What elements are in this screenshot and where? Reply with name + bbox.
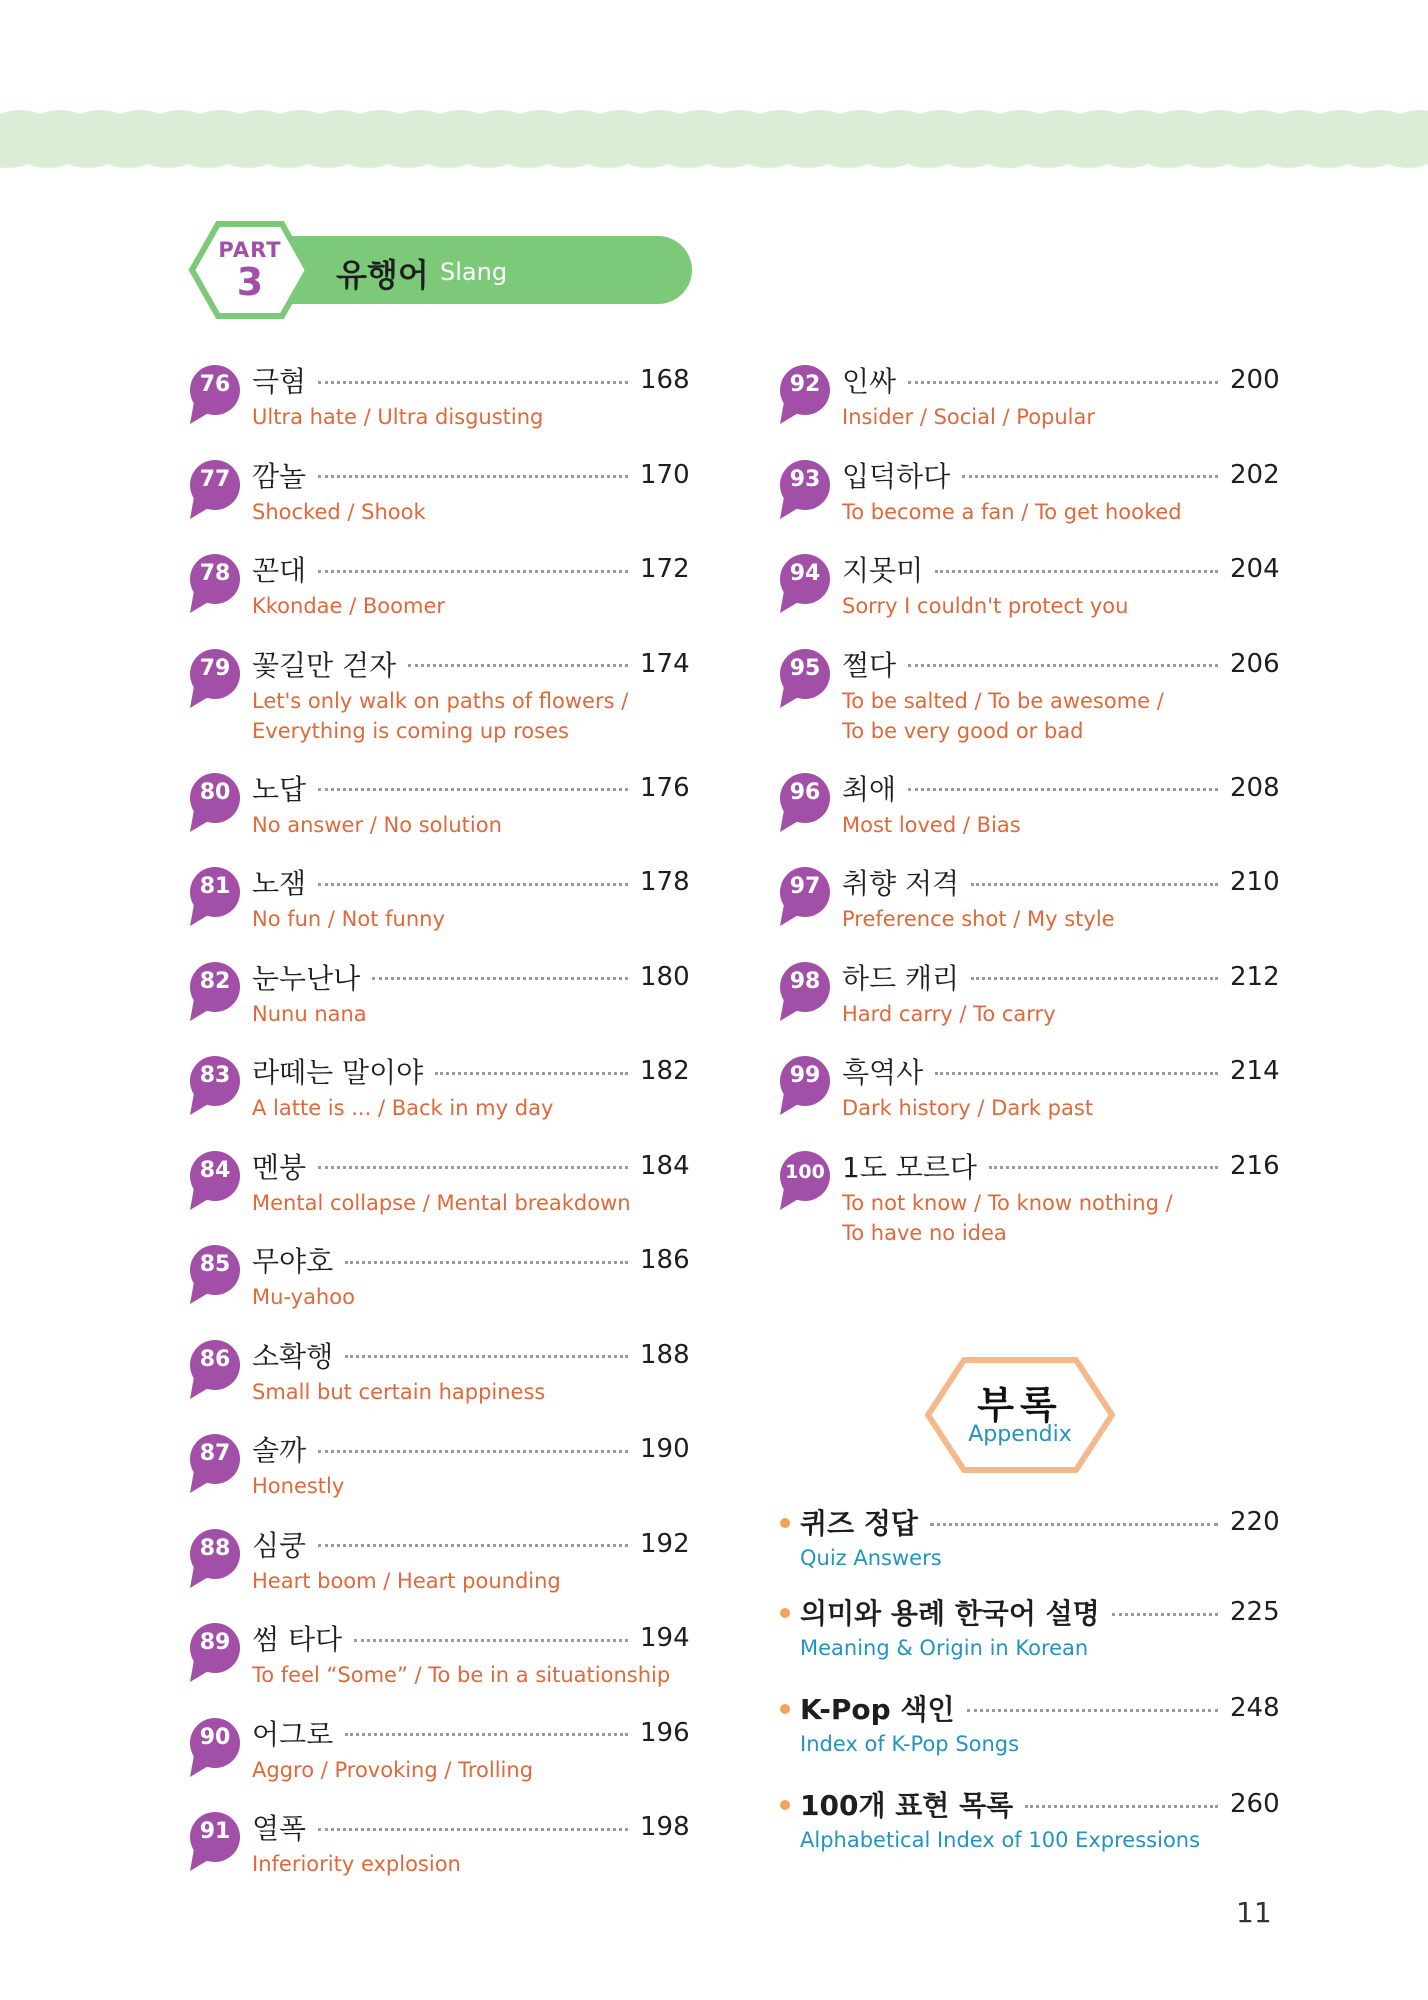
entry-heading-line [252,1146,688,1186]
entry-number: 99 [789,1063,821,1088]
entry-heading-line [252,1051,688,1091]
entry-number-badge [188,866,242,928]
entry-number-badge [188,1150,242,1212]
entry-heading-line [252,1618,688,1658]
entry-number: 89 [199,1630,231,1655]
entry-page-number: 210 [1230,867,1280,897]
entry-number-badge [778,459,832,521]
appendix-page-number: 225 [1230,1597,1280,1627]
entry-heading-line [842,957,1278,997]
entry-number: 82 [199,968,231,994]
entry-page-number: 182 [640,1056,690,1086]
entry-korean-term: 심쿵 [252,1528,307,1562]
entry-number: 97 [789,874,821,899]
entry-english-line: To have no idea [842,1220,1007,1245]
entry-english-meaning [252,686,628,746]
leader-dots [908,788,1218,791]
entry-korean-term: 무야호 [252,1245,334,1278]
entry-heading-line [842,1051,1278,1091]
entry-heading-line [252,1335,688,1375]
entry-english-line: Honestly [252,1474,345,1498]
entry-heading-line [252,455,688,495]
entry-english-line: Most loved / Bias [842,812,1021,837]
entry-number-badge [188,1433,242,1495]
leader-dots [318,1450,628,1453]
entry-page-number: 206 [1230,648,1280,679]
entry-heading-line [252,644,688,684]
entry-number-badge [778,553,832,615]
entry-page-number: 198 [640,1812,690,1842]
appendix-english-title: Alphabetical Index of 100 Expressions [800,1828,1201,1852]
entry-english-line: No fun / Not funny [252,907,445,931]
entry-number-badge [188,1622,242,1684]
leader-dots [354,1639,628,1642]
entry-english-meaning [842,402,1095,432]
entry-heading-line [252,1807,688,1847]
entry-english-line: Sorry I couldn't protect you [842,594,1129,618]
entry-heading-line [252,862,688,902]
entry-number: 80 [199,779,231,805]
entry-number-badge [188,553,242,615]
entry-heading-line [252,957,688,997]
leader-dots [971,883,1218,886]
entry-number: 83 [199,1063,231,1088]
entry-english-line: Ultra hate / Ultra disgusting [252,405,544,429]
appendix-heading-line [800,1500,1278,1544]
leader-dots [318,381,628,384]
entry-korean-term: 꼰대 [252,554,307,587]
leader-dots [935,1072,1218,1075]
entry-page-number: 200 [1230,365,1280,395]
entry-number-badge [778,772,832,834]
entry-english-meaning [842,1093,1093,1123]
appendix-english-title: Meaning & Origin in Korean [800,1636,1089,1660]
entry-page-number: 188 [640,1339,690,1370]
entry-english-meaning [252,904,445,934]
entry-english-line: Small but certain happiness [252,1379,546,1404]
entry-number: 76 [199,372,231,397]
entry-english-line: Inferiority explosion [252,1852,461,1876]
entry-number: 77 [199,466,231,492]
entry-english-line: Heart boom / Heart pounding [252,1568,561,1593]
appendix-heading-line [800,1782,1278,1826]
entry-page-number: 196 [640,1717,690,1748]
entry-page-number: 174 [640,648,690,679]
entry-page-number: 202 [1230,459,1280,490]
entry-number-badge [778,364,832,426]
entry-english-meaning [842,904,1115,934]
entry-number-badge [188,364,242,426]
entry-korean-term: 극혐 [252,365,307,398]
entry-page-number: 178 [640,867,690,897]
leader-dots [435,1072,628,1075]
entry-english-meaning [252,497,426,527]
leader-dots [345,1261,628,1264]
entry-number: 93 [789,466,821,492]
entry-korean-term: 노답 [252,772,307,806]
page-number: 11 [1236,1896,1272,1929]
entry-number: 88 [199,1535,231,1561]
entry-number-badge [188,1717,242,1779]
entry-korean-term: 어그로 [252,1717,334,1751]
entry-number: 87 [199,1441,231,1466]
entry-english-line: Shocked / Shook [252,499,426,524]
entry-korean-term: 솔까 [252,1434,307,1467]
entry-english-line: To be salted / To be awesome / [842,688,1164,713]
entry-english-line: Preference shot / My style [842,907,1115,931]
appendix-korean-title: 퀴즈 정답 [800,1507,918,1540]
entry-korean-term: 1도 모르다 [842,1150,977,1184]
entry-heading-line [252,360,688,400]
entry-english-meaning [252,1188,631,1218]
appendix-badge [924,1356,1116,1474]
entry-number: 94 [789,561,821,586]
entry-english-meaning [842,497,1182,527]
entry-english-meaning [842,810,1021,840]
appendix-heading-line [800,1590,1278,1634]
entry-page-number: 212 [1230,961,1280,992]
entry-number-badge [188,961,242,1023]
leader-dots [908,381,1218,384]
entry-page-number: 204 [1230,554,1280,584]
entry-page-number: 216 [1230,1150,1280,1181]
entry-korean-term: 흑역사 [842,1056,924,1089]
entry-english-meaning [252,1377,545,1407]
entry-number-badge [188,1055,242,1117]
entry-english-line: Nunu nana [252,1001,367,1026]
entry-english-line: Aggro / Provoking / Trolling [252,1757,534,1782]
entry-korean-term: 라떼는 말이야 [252,1056,424,1089]
entry-english-meaning [252,999,367,1029]
entry-number-badge [778,1150,832,1212]
entry-heading-line [252,768,688,808]
leader-dots [318,1828,628,1831]
appendix-korean-title: K-Pop 색인 [800,1693,955,1726]
entry-heading-line [842,455,1278,495]
leader-dots [1025,1805,1218,1808]
appendix-english-title: Quiz Answers [800,1546,942,1570]
entry-korean-term: 노잼 [252,867,307,900]
entry-page-number: 186 [640,1245,690,1275]
appendix-page-number: 220 [1230,1507,1280,1537]
entry-english-meaning [252,1849,461,1879]
entry-heading-line [842,360,1278,400]
part-number: 3 [236,260,264,304]
bullet-dot [780,1608,790,1618]
entry-number-badge [778,648,832,710]
entry-page-number: 190 [640,1434,690,1464]
entry-page-number: 208 [1230,772,1280,803]
entry-korean-term: 썸 타다 [252,1623,343,1656]
leader-dots [318,1544,628,1547]
leader-dots [408,664,628,667]
entry-number: 92 [789,372,821,397]
entry-english-meaning [252,1755,533,1785]
leader-dots [989,1166,1218,1169]
entry-page-number: 194 [640,1623,690,1653]
part-label: PART [218,238,282,262]
entry-english-meaning [252,1566,561,1596]
entry-heading-line [252,549,688,589]
entry-korean-term: 꽃길만 걷자 [252,648,397,682]
entry-number: 90 [199,1724,231,1750]
entry-number: 84 [199,1157,231,1183]
entry-english-meaning [842,1188,1173,1248]
part-header [188,220,708,320]
entry-english-meaning [252,1471,344,1501]
entry-page-number: 192 [640,1528,690,1559]
entry-number: 91 [199,1819,231,1844]
entry-english-meaning [842,591,1128,621]
entry-english-line: Everything is coming up roses [252,718,569,743]
leader-dots [318,475,628,478]
entry-heading-line [252,1429,688,1469]
entry-heading-line [842,644,1278,684]
entry-english-line: Hard carry / To carry [842,1001,1056,1026]
entry-english-meaning [252,402,543,432]
appendix-title-english: Appendix [968,1422,1072,1447]
entry-number: 95 [789,655,821,681]
entry-number-badge [778,1055,832,1117]
entry-number: 85 [199,1252,231,1277]
bullet-dot [780,1800,790,1810]
entry-english-line: Dark history / Dark past [842,1096,1094,1120]
entry-korean-term: 인싸 [842,365,897,398]
entry-number-badge [188,772,242,834]
entry-english-line: No answer / No solution [252,812,502,837]
entry-korean-term: 지못미 [842,554,924,587]
leader-dots [971,977,1218,980]
entry-number: 86 [199,1346,231,1372]
leader-dots [345,1355,628,1358]
entry-number: 98 [789,968,821,994]
entry-heading-line [252,1713,688,1753]
entry-page-number: 176 [640,772,690,803]
leader-dots [967,1709,1218,1712]
entry-korean-term: 취향 저격 [842,867,960,900]
entry-korean-term: 열폭 [252,1812,307,1845]
appendix-page-number: 248 [1230,1693,1280,1723]
bullet-dot [780,1518,790,1528]
appendix-korean-title: 100개 표현 목록 [800,1789,1014,1822]
entry-korean-term: 쩔다 [842,648,897,682]
leader-dots [908,664,1218,667]
leader-dots [318,1166,628,1169]
entry-number: 100 [785,1160,825,1183]
entry-heading-line [252,1240,688,1280]
entry-number-badge [188,459,242,521]
entry-number-badge [188,1811,242,1873]
entry-page-number: 168 [640,365,690,395]
leader-dots [962,475,1218,478]
entry-english-meaning [252,1093,553,1123]
entry-korean-term: 입덕하다 [842,459,951,493]
leader-dots [935,570,1218,573]
entry-english-line: To be very good or bad [842,718,1084,743]
entry-english-line: To become a fan / To get hooked [842,499,1182,524]
leader-dots [345,1733,628,1736]
entry-heading-line [842,1146,1278,1186]
entry-heading-line [842,549,1278,589]
entry-heading-line [252,1524,688,1564]
entry-english-line: To feel “Some” / To be in a situationship [252,1663,671,1687]
entry-english-line: A latte is ... / Back in my day [252,1096,554,1120]
entry-number-badge [188,1244,242,1306]
appendix-heading-line [800,1686,1278,1730]
entry-number-badge [188,1528,242,1590]
entry-english-meaning [252,810,502,840]
entry-page-number: 172 [640,554,690,584]
part-title-english: Slang [440,258,508,286]
entry-korean-term: 깜놀 [252,459,307,493]
entry-english-line: To not know / To know nothing / [842,1190,1173,1215]
entry-number-badge [778,866,832,928]
entry-number-badge [188,648,242,710]
entry-english-line: Insider / Social / Popular [842,405,1096,429]
entry-heading-line [842,862,1278,902]
entry-english-line: Kkondae / Boomer [252,594,445,618]
entry-english-meaning [252,1660,670,1690]
entry-page-number: 184 [640,1150,690,1181]
entry-english-line: Mu-yahoo [252,1285,355,1309]
leader-dots [318,883,628,886]
bullet-dot [780,1704,790,1714]
entry-heading-line [842,768,1278,808]
entry-korean-term: 눈누난나 [252,961,361,995]
entry-page-number: 170 [640,459,690,490]
entry-korean-term: 하드 캐리 [842,961,960,995]
entry-number: 96 [789,779,821,805]
entry-korean-term: 멘붕 [252,1150,307,1184]
appendix-title-korean: 부록 [977,1383,1063,1427]
appendix-english-title: Index of K-Pop Songs [800,1732,1020,1756]
leader-dots [318,570,628,573]
part-title-korean: 유행어 [336,256,429,294]
leader-dots [930,1523,1218,1526]
entry-number: 79 [199,655,231,681]
entry-page-number: 180 [640,961,690,992]
appendix-korean-title: 의미와 용례 한국어 설명 [800,1597,1100,1630]
leader-dots [1112,1613,1218,1616]
entry-number: 81 [199,874,231,899]
entry-english-meaning [842,686,1164,746]
entry-number: 78 [199,561,231,586]
appendix-page-number: 260 [1230,1789,1280,1819]
entry-english-meaning [252,1282,355,1312]
entry-english-line: Let's only walk on paths of flowers / [252,688,629,713]
entry-number-badge [188,1339,242,1401]
entry-english-meaning [842,999,1056,1029]
entry-english-meaning [252,591,445,621]
entry-page-number: 214 [1230,1056,1280,1086]
entry-english-line: Mental collapse / Mental breakdown [252,1190,631,1215]
leader-dots [372,977,628,980]
entry-korean-term: 최애 [842,772,897,806]
top-wavy-band [0,100,1428,178]
entry-korean-term: 소확행 [252,1339,334,1373]
leader-dots [318,788,628,791]
entry-number-badge [778,961,832,1023]
